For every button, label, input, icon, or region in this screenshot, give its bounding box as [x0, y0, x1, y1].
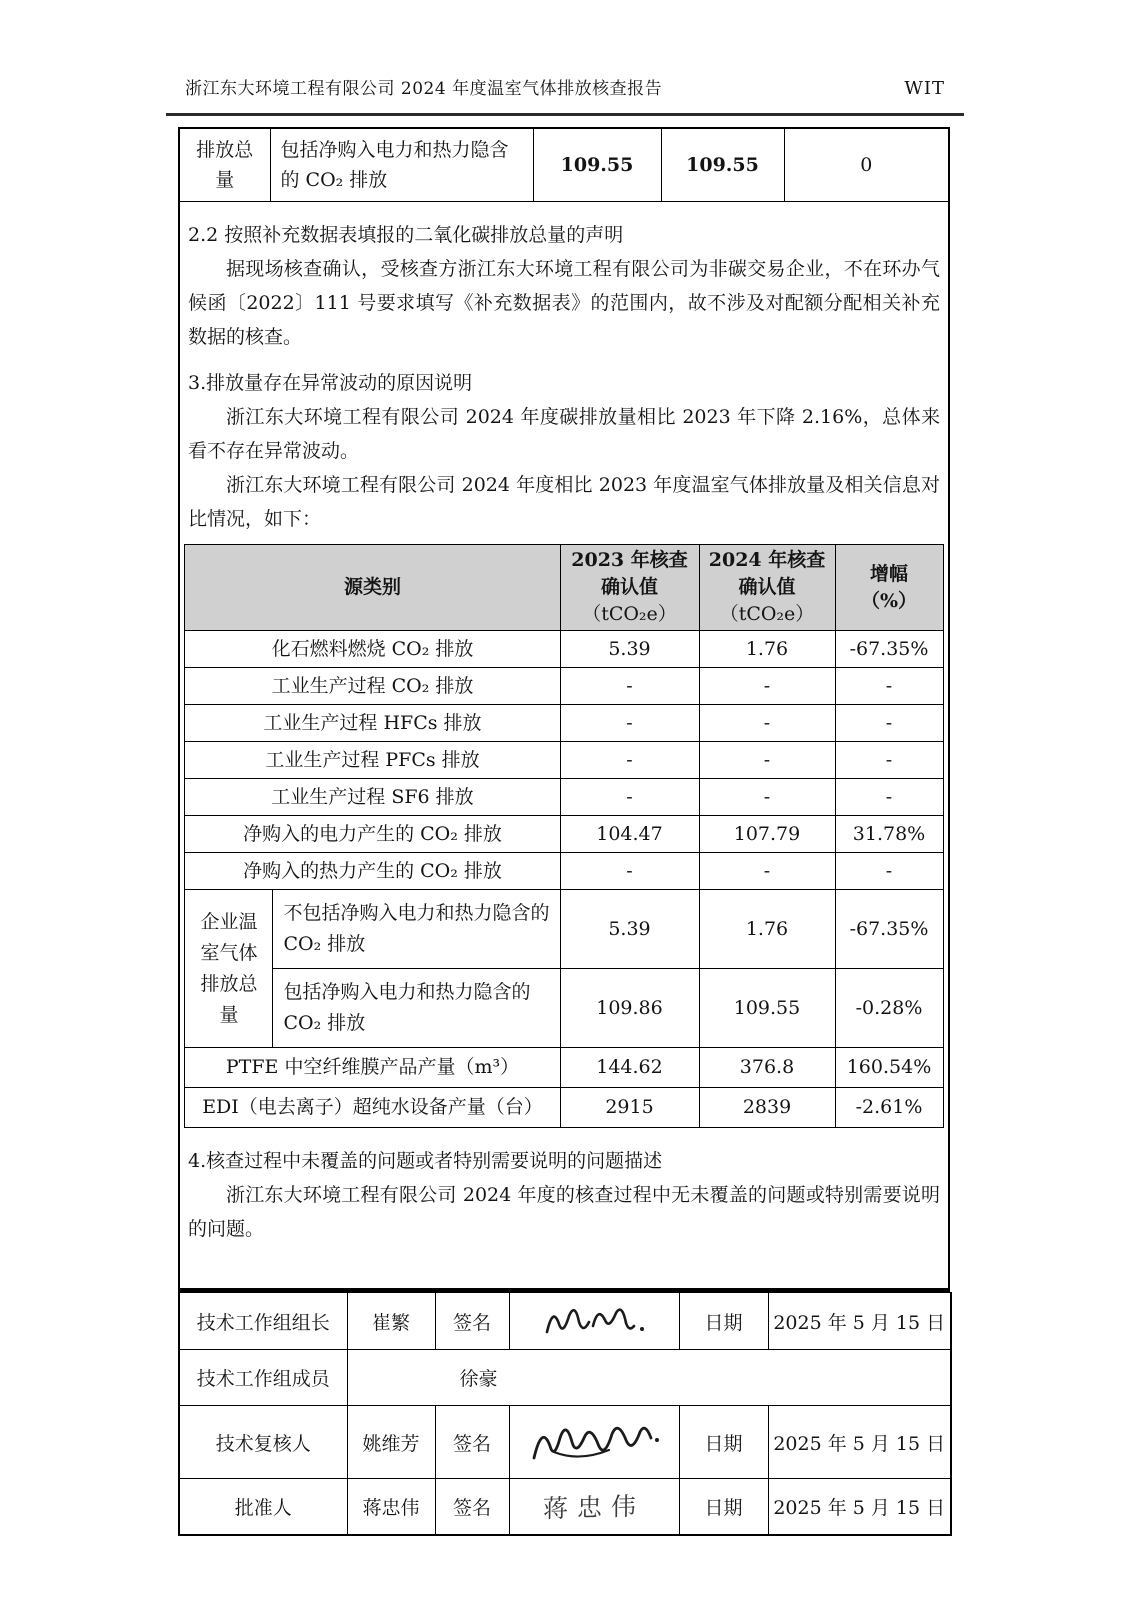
header-change-line2: （%）: [860, 589, 918, 612]
header-2023-cell: [560, 545, 699, 631]
header-2023-unit: （tCO₂e）: [582, 603, 677, 625]
sign-label-cell: 签名: [435, 1479, 509, 1535]
change-cell: 31.78%: [835, 816, 943, 853]
source-label-cell: EDI（电去离子）超纯水设备产量（台）: [185, 1088, 560, 1128]
emission-total-diff-cell: 0: [784, 129, 948, 202]
section-3-body-2: 浙江东大环境工程有限公司 2024 年度相比 2023 年度温室气体排放量及相关信息对比情况，如下：: [188, 474, 940, 530]
signature-cell: [509, 1479, 679, 1535]
value-2023-cell: 2915: [560, 1088, 699, 1128]
role-cell: 批准人: [179, 1479, 347, 1535]
header-change-cell: [835, 545, 943, 631]
change-cell: -: [835, 779, 943, 816]
value-2024-cell: 109.55: [699, 969, 835, 1048]
value-2023-cell: 104.47: [560, 816, 699, 853]
sign-label-cell: 签名: [435, 1406, 509, 1479]
value-2024-cell: -: [699, 705, 835, 742]
members-cell: 徐豪: [347, 1350, 951, 1406]
report-title: 浙江东大环境工程有限公司 2024 年度温室气体排放核查报告: [185, 79, 663, 99]
value-2023-cell: 5.39: [560, 631, 699, 668]
source-label-cell: PTFE 中空纤维膜产品产量（m³）: [185, 1048, 560, 1088]
change-cell: 160.54%: [835, 1048, 943, 1088]
header-change-line1: 增幅: [869, 562, 908, 585]
running-header: [185, 74, 945, 99]
signature-cell: [509, 1293, 679, 1350]
change-cell: -67.35%: [835, 631, 943, 668]
value-2023-cell: -: [560, 779, 699, 816]
header-2024-cell: [699, 545, 835, 631]
date-cell: 2025 年 5 月 15 日: [768, 1406, 951, 1479]
group-desc-cell: 不包括净购入电力和热力隐含的 CO₂ 排放: [273, 890, 560, 969]
box-bottom-spacer: [180, 1246, 948, 1288]
table-row: [185, 705, 943, 742]
date-label-cell: 日期: [679, 1479, 768, 1535]
change-cell: -2.61%: [835, 1088, 943, 1128]
name-cell: 崔繁: [347, 1293, 435, 1350]
value-2023-cell: 109.86: [560, 969, 699, 1048]
value-2024-cell: -: [699, 853, 835, 890]
value-2024-cell: 1.76: [699, 631, 835, 668]
emission-total-2024-cell: 109.55: [661, 129, 784, 202]
change-cell: -: [835, 742, 943, 779]
value-2024-cell: -: [699, 742, 835, 779]
value-2023-cell: -: [560, 668, 699, 705]
header-2023-line1: 2023 年核查: [571, 549, 688, 571]
table-row: [185, 1088, 943, 1128]
header-logo: WIT: [904, 78, 945, 99]
section-2-2-title: 2.2 按照补充数据表填报的二氧化碳排放总量的声明: [188, 224, 624, 246]
section-3-title: 3.排放量存在异常波动的原因说明: [188, 372, 473, 394]
signature-cui-fan-scribble: [539, 1300, 649, 1342]
content-box: [178, 127, 950, 1292]
section-4-title: 4.核查过程中未覆盖的问题或者特别需要说明的问题描述: [188, 1150, 663, 1172]
table-row: [179, 1406, 951, 1479]
source-label-cell: 化石燃料燃烧 CO₂ 排放: [185, 631, 560, 668]
date-cell: 2025 年 5 月 15 日: [768, 1479, 951, 1535]
source-label-cell: 净购入的热力产生的 CO₂ 排放: [185, 853, 560, 890]
table-row: [185, 742, 943, 779]
value-2024-cell: -: [699, 668, 835, 705]
emission-total-table: [180, 129, 948, 202]
emission-total-2023-cell: 109.55: [533, 129, 661, 202]
section-4: [180, 1128, 948, 1246]
header-divider: [166, 113, 964, 116]
emission-total-label-cell: 排放总量: [180, 129, 270, 202]
table-row: [179, 1293, 951, 1350]
comparison-table: [184, 544, 943, 1128]
value-2024-cell: 107.79: [699, 816, 835, 853]
role-cell: 技术复核人: [179, 1406, 347, 1479]
value-2023-cell: 144.62: [560, 1048, 699, 1088]
change-cell: -: [835, 853, 943, 890]
table-row: [185, 853, 943, 890]
value-2024-cell: 376.8: [699, 1048, 835, 1088]
name-cell: 姚维芳: [347, 1406, 435, 1479]
source-label-cell: 工业生产过程 SF6 排放: [185, 779, 560, 816]
table-row: [185, 890, 943, 969]
source-label-cell: 净购入的电力产生的 CO₂ 排放: [185, 816, 560, 853]
change-cell: -: [835, 668, 943, 705]
role-cell: 技术工作组组长: [179, 1293, 347, 1350]
table-row: [185, 779, 943, 816]
group-label-cell: 企业温室气体排放总量: [185, 890, 273, 1048]
value-2024-cell: -: [699, 779, 835, 816]
change-cell: -: [835, 705, 943, 742]
group-desc-cell: 包括净购入电力和热力隐含的 CO₂ 排放: [273, 969, 560, 1048]
signature-jiang-zhongwei-handwriting: 蒋忠伟: [542, 1491, 646, 1524]
table-row: [179, 1350, 951, 1406]
value-2024-cell: 1.76: [699, 890, 835, 969]
table-row: [185, 1048, 943, 1088]
signature-table: [178, 1292, 952, 1536]
role-cell: 技术工作组成员: [179, 1350, 347, 1406]
table-row: [180, 129, 948, 202]
table-row: [179, 1479, 951, 1535]
header-source-cell: 源类别: [185, 545, 560, 631]
date-cell: 2025 年 5 月 15 日: [768, 1293, 951, 1350]
value-2023-cell: -: [560, 853, 699, 890]
table-header-row: [185, 545, 943, 631]
content-area: [178, 127, 950, 1536]
table-row: [185, 631, 943, 668]
date-label-cell: 日期: [679, 1406, 768, 1479]
source-label-cell: 工业生产过程 PFCs 排放: [185, 742, 560, 779]
name-cell: 蒋忠伟: [347, 1479, 435, 1535]
table-row: [185, 969, 943, 1048]
sections-2-3: [180, 202, 948, 536]
table-row: [185, 816, 943, 853]
date-label-cell: 日期: [679, 1293, 768, 1350]
header-2024-line2: 确认值: [738, 576, 796, 598]
value-2024-cell: 2839: [699, 1088, 835, 1128]
sign-label-cell: 签名: [435, 1293, 509, 1350]
section-2-2-body: 据现场核查确认，受核查方浙江东大环境工程有限公司为非碳交易企业，不在环办气候函〔2022〕111 号要求填写《补充数据表》的范围内，故不涉及对配额分配相关补充数据的核查。: [188, 258, 940, 348]
header-2023-line2: 确认值: [600, 576, 658, 598]
signature-cell: [509, 1406, 679, 1479]
value-2023-cell: 5.39: [560, 890, 699, 969]
section-4-body: 浙江东大环境工程有限公司 2024 年度的核查过程中无未覆盖的问题或特别需要说明的问题。: [188, 1184, 940, 1240]
change-cell: -67.35%: [835, 890, 943, 969]
value-2023-cell: -: [560, 742, 699, 779]
signature-yao-weifang-scribble: [524, 1414, 664, 1470]
change-cell: -0.28%: [835, 969, 943, 1048]
source-label-cell: 工业生产过程 CO₂ 排放: [185, 668, 560, 705]
source-label-cell: 工业生产过程 HFCs 排放: [185, 705, 560, 742]
section-3-body-1: 浙江东大环境工程有限公司 2024 年度碳排放量相比 2023 年下降 2.16%，总体来看不存在异常波动。: [188, 406, 940, 462]
header-2024-unit: （tCO₂e）: [719, 603, 815, 625]
value-2023-cell: -: [560, 705, 699, 742]
emission-total-desc-cell: 包括净购入电力和热力隐含的 CO₂ 排放: [270, 129, 533, 202]
header-2024-line1: 2024 年核查: [708, 549, 826, 571]
table-row: [185, 668, 943, 705]
